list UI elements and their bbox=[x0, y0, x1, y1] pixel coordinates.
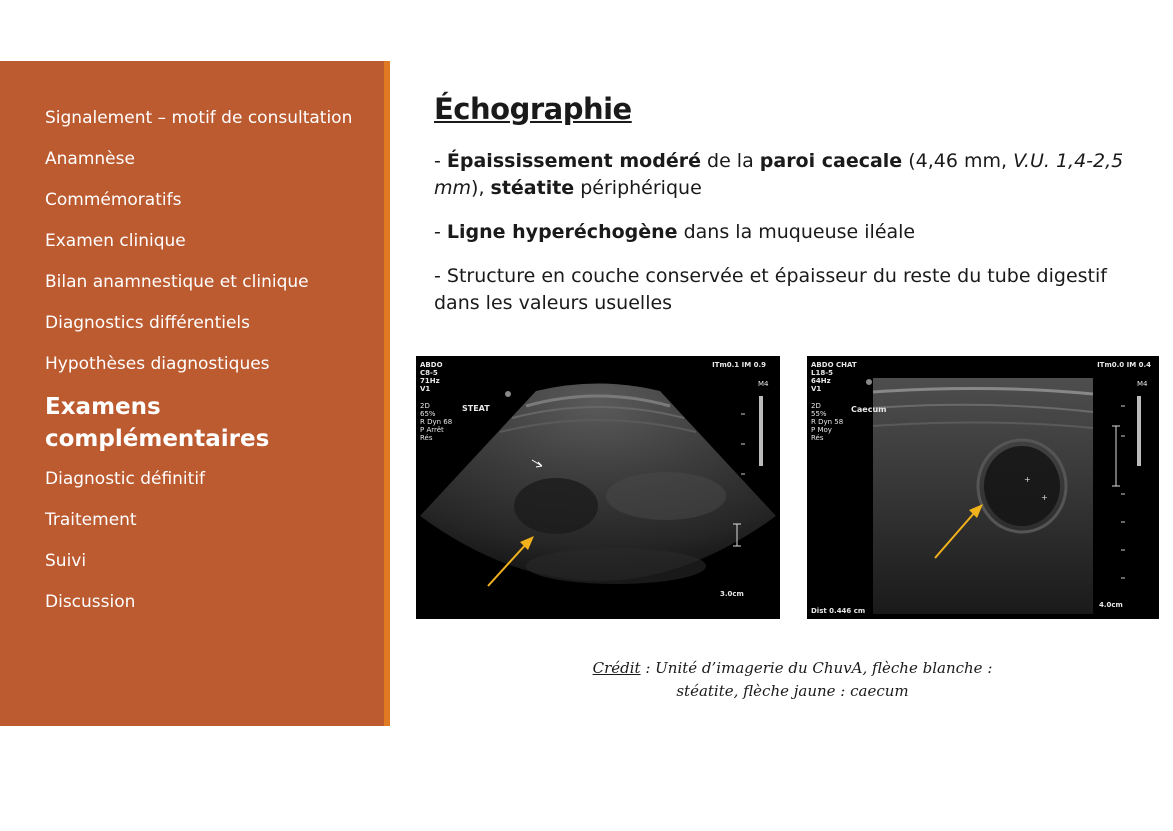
sidebar-item-hypotheses[interactable]: Hypothèses diagnostiques bbox=[45, 354, 270, 374]
finding-text: périphérique bbox=[574, 177, 702, 199]
right-label-caecum: Caecum bbox=[851, 405, 887, 414]
sidebar-item-discussion[interactable]: Discussion bbox=[45, 592, 136, 612]
left-params: 2D 65% R Dyn 68 P Arrêt Rés bbox=[420, 402, 453, 442]
sidebar-item-suivi[interactable]: Suivi bbox=[45, 551, 87, 571]
finding-measure: (4,46 mm, bbox=[902, 150, 1014, 172]
sidebar-accent-stripe bbox=[384, 61, 390, 726]
bullet-dash: - bbox=[434, 221, 447, 243]
finding-layered-structure: - Structure en couche conservée et épaisseur du reste du tube digestif dans les valeurs usuelles bbox=[434, 265, 1107, 314]
findings-list bbox=[434, 148, 1154, 334]
sidebar-nav bbox=[45, 106, 375, 614]
finding-reference-values: V.U. 1,4-2,5 mm bbox=[434, 150, 1124, 199]
right-params: 2D 55% R Dyn 58 P Moy Rés bbox=[811, 402, 844, 442]
svg-text:+: + bbox=[1041, 493, 1048, 502]
sidebar-item-examen-clinique[interactable]: Examen clinique bbox=[45, 231, 186, 251]
right-scale-top: M4 bbox=[1137, 380, 1148, 388]
ultrasound-scan-linear bbox=[807, 356, 1159, 619]
caption-line1: : Unité d’imagerie du ChuvA, flèche blanche : bbox=[640, 659, 993, 677]
sidebar-item-diagnostics-differentiels[interactable]: Diagnostics différentiels bbox=[45, 313, 251, 333]
left-index: ITm0.1 IM 0.9 bbox=[712, 361, 766, 369]
sidebar-item-traitement[interactable]: Traitement bbox=[45, 510, 137, 530]
sidebar-item-commemoratifs[interactable]: Commémoratifs bbox=[45, 190, 182, 210]
right-probe-info: ABDO CHAT L18-5 64Hz V1 bbox=[811, 361, 857, 393]
right-depth: 4.0cm bbox=[1099, 601, 1123, 609]
sidebar-item-diagnostic-definitif[interactable]: Diagnostic définitif bbox=[45, 469, 206, 489]
ultrasound-scan-sector bbox=[416, 356, 780, 619]
bullet-dash: - bbox=[434, 150, 447, 172]
left-probe-info: ABDO C8-5 71Hz V1 bbox=[420, 361, 443, 393]
ultrasound-image-caecum bbox=[807, 356, 1159, 619]
finding-steatitis: stéatite bbox=[490, 177, 575, 199]
finding-caecal-wall bbox=[434, 148, 1154, 202]
finding-hyperechoic-line bbox=[434, 219, 1154, 246]
sidebar-item-signalement[interactable]: Signalement – motif de consultation bbox=[45, 108, 353, 128]
caption-line2: stéatite, flèche jaune : caecum bbox=[676, 682, 909, 700]
image-credit-caption bbox=[530, 657, 1055, 703]
credit-label: Crédit bbox=[592, 659, 641, 677]
right-distance: Dist 0.446 cm bbox=[811, 607, 866, 615]
finding-thickening: Épaississement modéré bbox=[446, 150, 701, 172]
finding-text: ), bbox=[471, 177, 491, 199]
left-scale-top: M4 bbox=[758, 380, 769, 388]
sidebar-item-examens-complementaires[interactable]: Examens complémentaires bbox=[45, 394, 270, 452]
finding-text: dans la muqueuse iléale bbox=[677, 221, 916, 243]
right-index: ITm0.0 IM 0.4 bbox=[1097, 361, 1151, 369]
left-depth: 3.0cm bbox=[720, 590, 744, 598]
left-label-steat: STEAT bbox=[462, 404, 490, 413]
ultrasound-image-steatitis bbox=[416, 356, 780, 619]
page-title: Échographie bbox=[434, 92, 632, 126]
finding-text: de la bbox=[700, 150, 760, 172]
finding-hyperechoic-label: Ligne hyperéchogène bbox=[446, 221, 678, 243]
sidebar-item-bilan[interactable]: Bilan anamnestique et clinique bbox=[45, 272, 309, 292]
svg-text:+: + bbox=[1024, 475, 1031, 484]
finding-caecal-wall-label: paroi caecale bbox=[759, 150, 903, 172]
sidebar-item-anamnese[interactable]: Anamnèse bbox=[45, 149, 135, 169]
